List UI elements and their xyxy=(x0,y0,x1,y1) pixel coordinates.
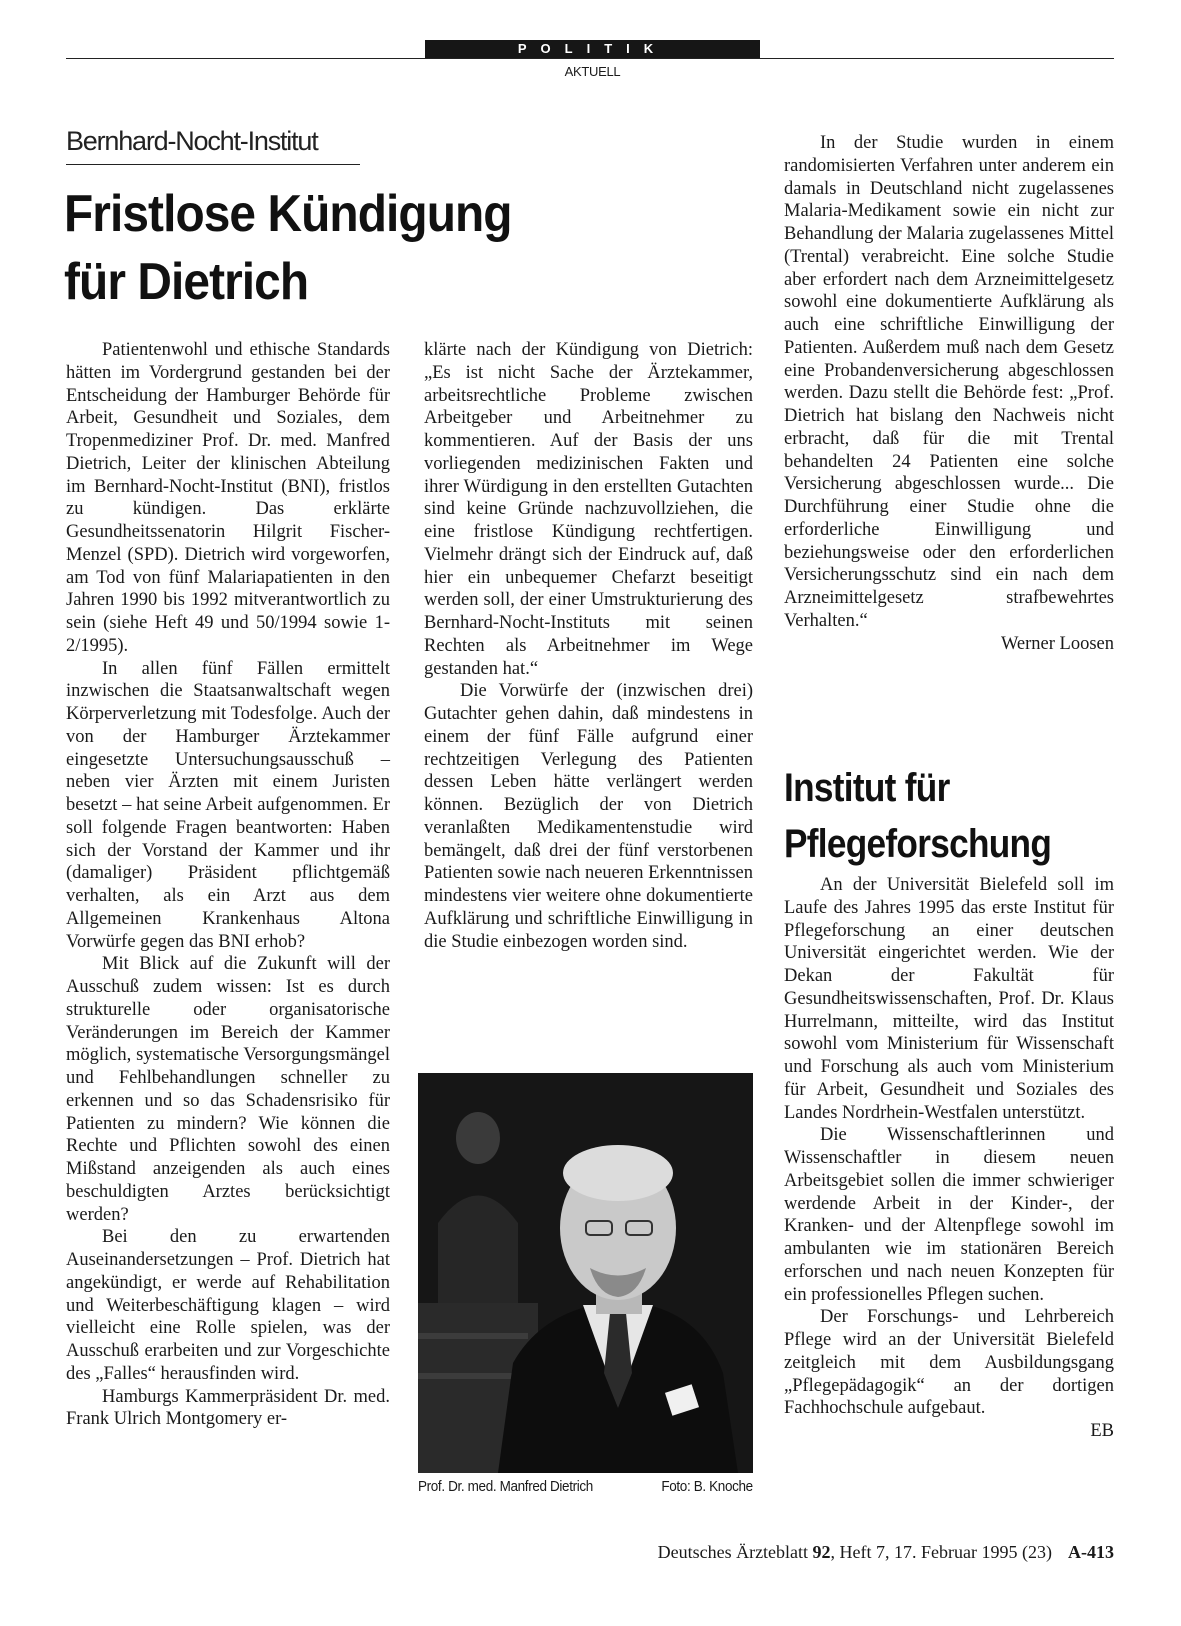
headline-2-line-1: Institut für xyxy=(784,766,950,810)
author-name: Werner Loosen xyxy=(1000,633,1114,654)
article-column-3 xyxy=(784,132,1114,655)
paragraph: An der Universität Bielefeld soll im Laufe des Jahres 1995 das erste Institut für Pflegeforschung an einer deutschen Universität eingerichtet werden. Wie der Dekan der Fakultät für Gesundheitswissenschaften, Prof. Dr. Klaus Hurrelmann, mitteilte, wird das Institut sowohl vom Ministerium für Wissenschaft und Forschung als auch vom Ministerium für Arbeit, Gesundheit und Soziales des Landes Nordrhein-Westfalen unterstützt. xyxy=(784,875,1114,1123)
photo-credit: Foto: B. Knoche xyxy=(661,1478,753,1495)
paragraph: In der Studie wurden in einem randomisierten Verfahren unter anderem ein damals in Deutschland nicht zugelassenes Malaria-Medikament sowie ein nicht zur Behandlung der Malaria zugelassenes Mittel (Trental) verabreicht. Eine solche Studie aber erfordert nach dem Arzneimittelgesetz sowohl eine dokumentierte Aufklärung als auch eine schriftliche Einwilligung der Patienten. Außerdem muß nach dem Gesetz eine Probandenversicherung abgeschlossen werden. Dazu stellt die Behörde fest: „Prof. Dietrich hat bislang den Nachweis nicht erbracht, daß für die mit Trental behandelten 24 Patienten eine solche Versicherung abgeschlossen wurde... Die Durchführung einer Studie ohne die erforderliche Einwilligung und beziehungsweise oder den erforderlichen Versicherungsschutz sind ein nach dem Arzneimittelgesetz strafbewehrtes Verhalten.“ xyxy=(784,133,1114,631)
photo-caption xyxy=(418,1478,753,1495)
article-2-body xyxy=(784,874,1114,1443)
volume-number: 92 xyxy=(812,1542,831,1562)
article-headline xyxy=(64,180,653,316)
paragraph: Die Wissenschaftlerinnen und Wissenschaftler in diesem neuen Arbeitsgebiet sollen die immer schwieriger werdende Arbeit in der Kinder-, der Kranken- und der Altenpflege sowohl im ambulanten wie im stationären Bereich erforschen und nach neuen Konzepten für ein professionelles Pflegen suchen. xyxy=(784,1125,1114,1305)
subsection-label: AKTUELL xyxy=(564,64,621,79)
article-column-1 xyxy=(66,339,390,1431)
article-column-2 xyxy=(424,339,753,953)
header-rule xyxy=(66,58,1114,59)
portrait-photo xyxy=(418,1073,753,1473)
paragraph: Bei den zu erwartenden Auseinandersetzungen – Prof. Dietrich hat angekündigt, er werde auf Rehabilitation und Weiterbeschäftigung klagen – wird vielleicht eine Rolle spielen, was der Ausschuß erarbeiten und zur Vorgeschichte des „Falles“ herausfinden wird. xyxy=(66,1227,390,1384)
author-line xyxy=(784,1420,1114,1443)
issue-date: , Heft 7, 17. Februar 1995 (23) xyxy=(830,1542,1052,1562)
author-initials: EB xyxy=(1090,1421,1114,1441)
paragraph: Mit Blick auf die Zukunft will der Ausschuß zudem wissen: Ist es durch strukturelle oder organisatorische Veränderungen im Bereich der Kammer möglich, systematische Versorgungsmängel und Fehlbehandlungen schneller zu erkennen und so das Schadensrisiko für Patienten zu mindern? Wie können die Rechte und Pflichten sowohl des einen Mißstand anzeigenden als auch eines beschuldigten Arztes berücksichtigt werden? xyxy=(66,954,390,1225)
paragraph: In allen fünf Fällen ermittelt inzwischen die Staatsanwaltschaft wegen Körperverletzung mit Todesfolge. Auch der von der Hamburger Ärztekammer eingesetzte Untersuchungsausschuß – neben vier Ärzten mit einem Juristen besetzt – hat seine Arbeit aufgenommen. Er soll folgende Fragen beantworten: Haben sich der Vorstand der Kammer und ihr (damaliger) Präsident pflichtgemäß verhalten, als ein Arzt aus dem Allgemeinen Krankenhaus Altona Vorwürfe gegen das BNI erhob? xyxy=(66,658,390,952)
paragraph: klärte nach der Kündigung von Dietrich: „Es ist nicht Sache der Ärztekammer, arbeitsrechtliche Probleme zwischen Arbeitgeber und Arbeitnehmer zu kommentieren. Auf der Basis der uns vorliegenden medizinischen Fakten und ihrer Würdigung in den erstellten Gutachten sind keine Gründe nachzuvollziehen, die eine fristlose Kündigung rechtfertigen. Vielmehr drängt sich der Eindruck auf, daß hier ein unbequemer Chefarzt beseitigt werden soll, der einer Umstrukturierung des Bernhard-Nocht-Instituts mit seinen Rechten als Arbeitnehmer im Wege gestanden hat.“ xyxy=(424,340,753,679)
headline-2-line-2: Pflegeforschung xyxy=(784,822,1052,866)
paragraph: Der Forschungs- und Lehrbereich Pflege wird an der Universität Bielefeld zeitgleich mit dem Ausbildungsgang „Pflegepädagogik“ an der dortigen Fachhochschule aufgebaut. xyxy=(784,1307,1114,1419)
paragraph: Patientenwohl und ethische Standards hätten im Vordergrund gestanden bei der Entscheidung der Hamburger Behörde für Arbeit, Gesundheit und Soziales, dem Tropenmediziner Prof. Dr. med. Manfred Dietrich, Leiter der klinischen Abteilung im Bernhard-Nocht-Institut (BNI), fristlos zu kündigen. Das erklärte Gesundheitssenatorin Hilgrit Fischer-Menzel (SPD). Dietrich wird vorgeworfen, am Tod von fünf Malariapatienten in den Jahren 1990 bis 1992 mitverantwortlich zu sein (siehe Heft 49 und 50/1994 sowie 1-2/1995). xyxy=(66,340,390,656)
section-label: POLITIK xyxy=(425,40,760,58)
headline-line-1: Fristlose Kündigung xyxy=(64,185,512,243)
publication-info xyxy=(658,1542,1052,1563)
page-footer xyxy=(588,1542,1114,1563)
author-line xyxy=(784,633,1114,656)
paragraph: Die Vorwürfe der (inzwischen drei) Gutachter gehen dahin, daß mindestens in einem der fünf Fälle aufgrund einer rechtzeitigen Verlegung des Patienten dessen Leben hätte verlängert werden können. Bezüglich der von Dietrich veranlaßten Medikamentenstudie wird bemängelt, daß drei der fünf verstorbenen Patienten sowie nach neueren Erkenntnissen mindestens vier weitere ohne dokumentierte Aufklärung und schriftliche Einwilligung in die Studie einbezogen worden sind. xyxy=(424,681,753,952)
headline-line-2: für Dietrich xyxy=(64,253,309,311)
article-kicker: Bernhard-Nocht-Institut xyxy=(66,126,318,156)
page-number: A-413 xyxy=(1068,1542,1114,1562)
paragraph: Hamburgs Kammerpräsident Dr. med. Frank Ulrich Montgomery er- xyxy=(66,1386,390,1430)
publication-name: Deutsches Ärzteblatt xyxy=(657,1542,809,1562)
article-2-headline xyxy=(784,760,1074,872)
photo-caption-text: Prof. Dr. med. Manfred Dietrich xyxy=(418,1478,593,1495)
kicker-rule xyxy=(66,164,360,165)
